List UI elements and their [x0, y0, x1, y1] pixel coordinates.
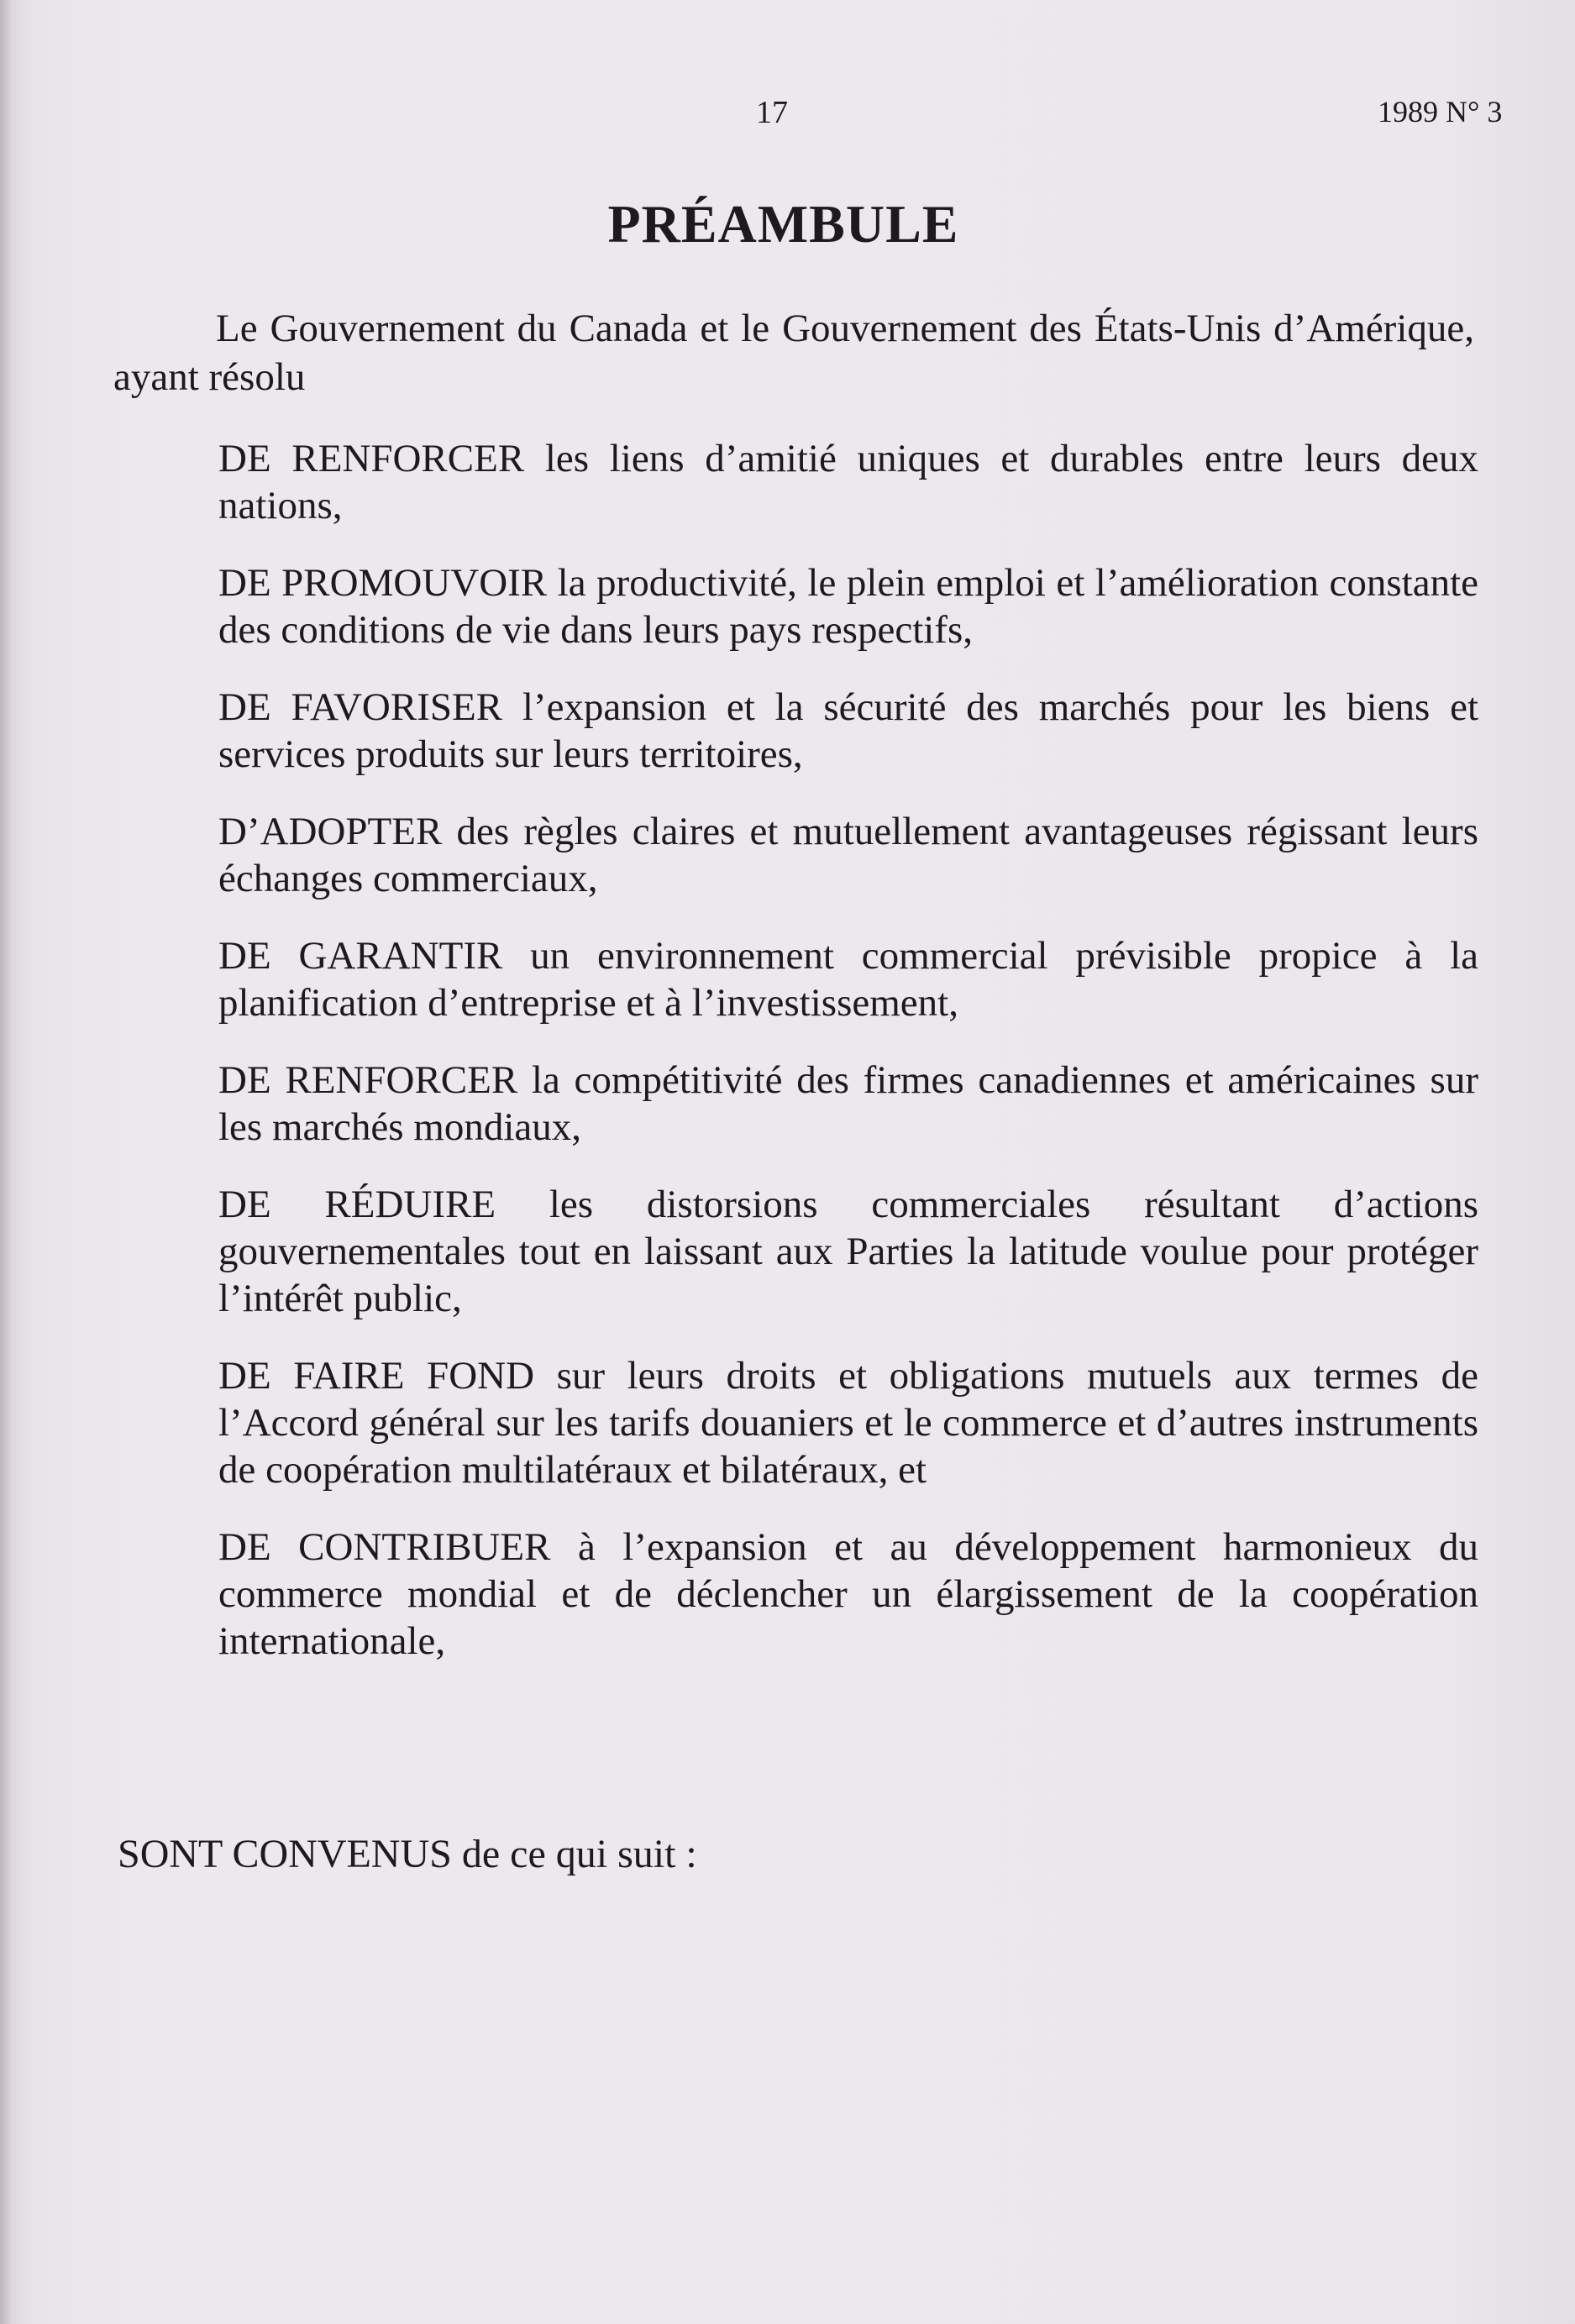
clause-adopter: D’ADOPTER des règles claires et mutuellement avantageuses régissant leurs échanges commerciaux, — [218, 810, 1478, 900]
clause-promouvoir: DE PROMOUVOIR la productivité, le plein emploi et l’amélioration constante des conditions de vie dans leurs pays respectifs, — [218, 561, 1478, 652]
intro-paragraph: Le Gouvernement du Canada et le Gouvernement des États-Unis d’Amérique, ayant résolu — [113, 307, 1474, 399]
clause-renforcer-competitivite: DE RENFORCER la compétitivité des firmes canadiennes et américaines sur les marchés mondiaux, — [218, 1058, 1478, 1149]
preamble-clauses — [218, 435, 1478, 1695]
clause-renforcer-liens: DE RENFORCER les liens d’amitié uniques et durables entre leurs deux nations, — [218, 437, 1478, 527]
clause-favoriser: DE FAVORISER l’expansion et la sécurité des marchés pour les biens et services produits sur leurs territoires, — [218, 685, 1478, 776]
clause-contribuer: DE CONTRIBUER à l’expansion et au développement harmonieux du commerce mondial et de déclencher un élargissement de la coopération internationale, — [218, 1525, 1478, 1663]
issue-label: 1989 N° 3 — [1378, 95, 1503, 129]
page-number: 17 — [756, 95, 788, 130]
page-title: PRÉAMBULE — [607, 194, 959, 254]
clause-faire-fond: DE FAIRE FOND sur leurs droits et obligations mutuels aux termes de l’Accord général sur les tarifs douaniers et le commerce et d’autres instruments de coopération multilatéraux et bilatéraux, et — [218, 1354, 1478, 1492]
clause-garantir: DE GARANTIR un environnement commercial prévisible propice à la planification d’entreprise et à l’investissement, — [218, 934, 1478, 1025]
closing-statement: SONT CONVENUS de ce qui suit : — [118, 1832, 697, 1876]
page-binding-edge — [0, 0, 12, 2324]
clause-reduire: DE RÉDUIRE les distorsions commerciales résultant d’actions gouvernementales tout en laissant aux Parties la latitude voulue pour protéger l’intérêt public, — [218, 1183, 1478, 1320]
